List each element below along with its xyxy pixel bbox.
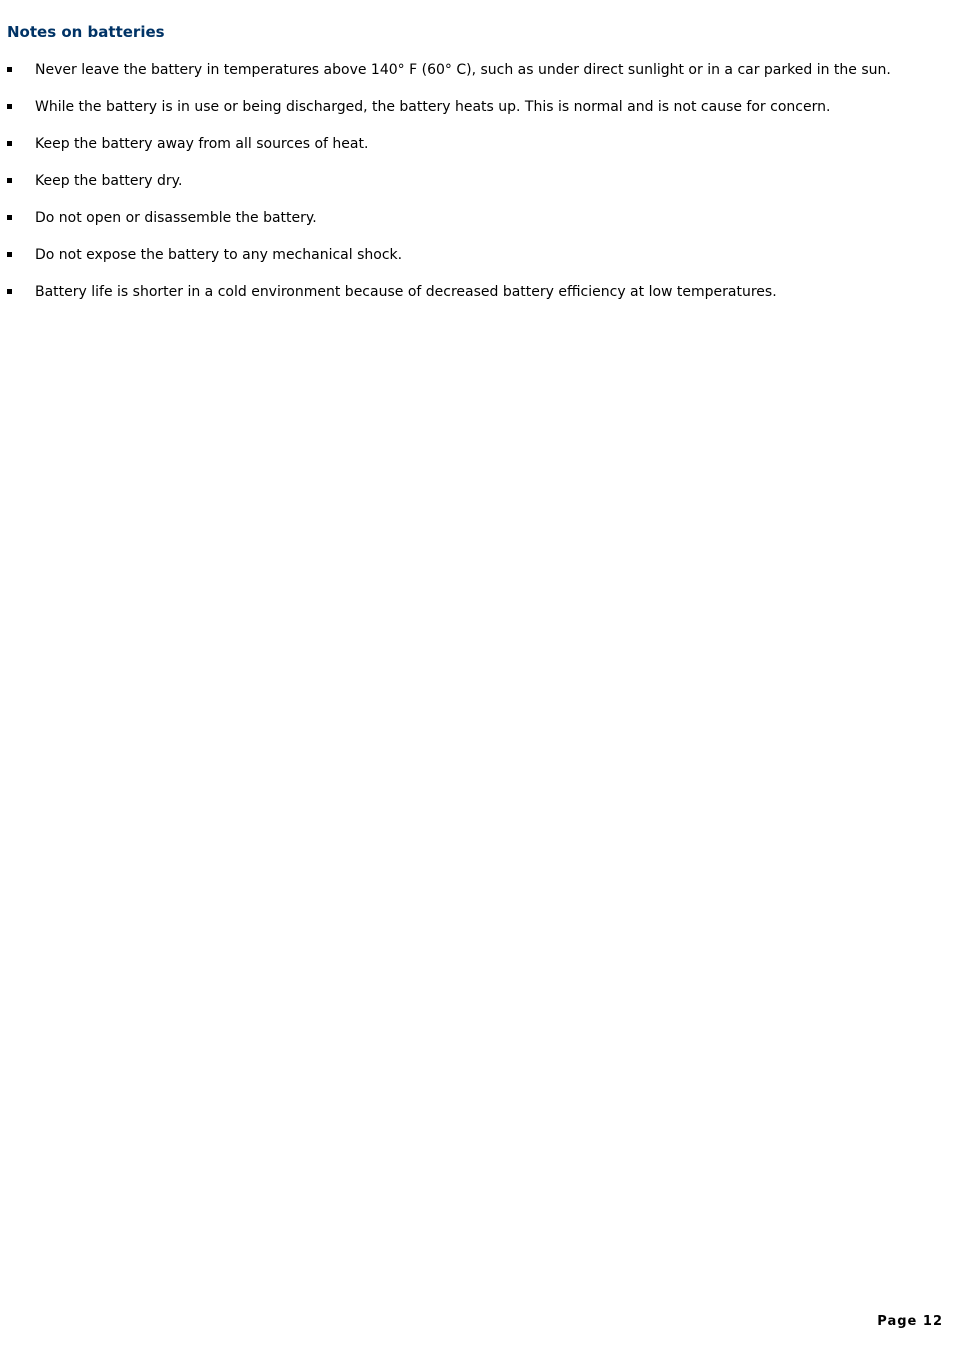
note-text: While the battery is in use or being discharged, the battery heats up. This is normal and is not cause for concern. [35, 99, 831, 115]
list-item [0, 283, 900, 301]
page-title: Notes on batteries [7, 23, 165, 41]
note-text: Keep the battery away from all sources of heat. [35, 136, 369, 152]
note-text: Keep the battery dry. [35, 173, 183, 189]
list-item [0, 172, 900, 190]
list-item [0, 135, 900, 153]
note-text: Never leave the battery in temperatures above 140° F (60° C), such as under direct sunlight or in a car parked in the sun. [35, 62, 891, 78]
list-item [0, 209, 900, 227]
note-text: Battery life is shorter in a cold environment because of decreased battery efficiency at low temperatures. [35, 284, 777, 300]
square-bullet-icon [7, 252, 12, 257]
square-bullet-icon [7, 141, 12, 146]
notes-list [0, 61, 900, 320]
note-text: Do not open or disassemble the battery. [35, 210, 317, 226]
list-item [0, 246, 900, 264]
square-bullet-icon [7, 215, 12, 220]
list-item [0, 61, 900, 79]
square-bullet-icon [7, 67, 12, 72]
square-bullet-icon [7, 289, 12, 294]
square-bullet-icon [7, 104, 12, 109]
square-bullet-icon [7, 178, 12, 183]
page-number: Page 12 [877, 1314, 943, 1329]
list-item [0, 98, 900, 116]
note-text: Do not expose the battery to any mechanical shock. [35, 247, 403, 263]
